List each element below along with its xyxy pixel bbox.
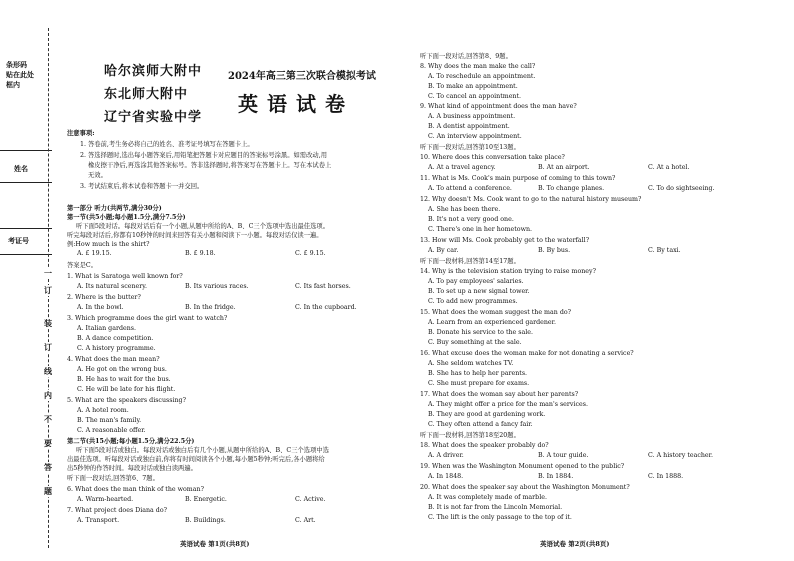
strip-divider — [0, 254, 52, 255]
question-10: 10. Where does this conversation take place? — [420, 154, 565, 161]
listening-intro: 听下面一段对话,回答第6、7题。 — [67, 475, 159, 482]
page-footer-left: 英语试卷 第1页(共8页) — [180, 540, 250, 548]
section2-instruction: 听下面5段对话或独白。每段对话或独白后有几个小题,从题中所给的A、B、C三个选项中选 — [76, 447, 329, 454]
question-3: 3. Which programme does the girl want to watch? — [67, 315, 228, 322]
option: A. In 1848. — [428, 473, 464, 480]
question-7: 7. What project does Diana do? — [67, 507, 167, 514]
question-14: 14. Why is the television station trying to raise money? — [420, 268, 596, 275]
example-answer: 答案是C。 — [67, 262, 98, 269]
option: C. In the cupboard. — [295, 304, 357, 311]
option: A. To attend a conference. — [428, 185, 512, 192]
option: A. Its natural scenery. — [77, 283, 147, 290]
option: B. They are good at gardening work. — [428, 411, 546, 418]
question-8: 8. Why does the man make the call? — [420, 63, 536, 70]
listening-intro: 听下面一段材料,回答第18至20题。 — [420, 432, 520, 439]
seal-char: 题 — [38, 486, 58, 497]
question-20: 20. What does the speaker say about the Washington Monument? — [420, 484, 630, 491]
option: B. In the fridge. — [185, 304, 236, 311]
option: C. An interview appointment. — [428, 133, 522, 140]
seal-char: 要 — [38, 438, 58, 449]
option: A. She seldom watches TV. — [428, 360, 514, 367]
option: A. By car. — [428, 247, 459, 254]
option: A. They might offer a price for the man's services. — [428, 401, 588, 408]
option: A. A hotel room. — [77, 407, 129, 414]
option: A. To reschedule an appointment. — [428, 73, 536, 80]
question-15: 15. What does the woman suggest the man do? — [420, 309, 572, 316]
seal-char: 答 — [38, 462, 58, 473]
section1-instruction: 听完每段对话后,你都有10秒钟的时间来回答有关小题和阅读下一小题。每段对话仅读一遍。 — [67, 232, 323, 239]
seal-char: 内 — [38, 390, 58, 401]
example-option: B. £ 9.18. — [185, 250, 216, 257]
option: B. A dance competition. — [77, 335, 154, 342]
option: B. To set up a new signal tower. — [428, 288, 530, 295]
option: A. Warm-hearted. — [77, 496, 134, 503]
question-6: 6. What does the man think of the woman? — [67, 486, 204, 493]
option: C. Buy something at the sale. — [428, 339, 522, 346]
barcode-note-2: 贴在此处 — [6, 70, 34, 79]
option: B. By bus. — [538, 247, 571, 254]
question-17: 17. What does the woman say about her parents? — [420, 391, 579, 398]
barcode-note-3: 框内 — [6, 80, 20, 89]
seal-char: 不 — [38, 414, 58, 425]
question-12: 12. Why doesn't Ms. Cook want to go to the natural history museum? — [420, 196, 642, 203]
notes-heading: 注意事项: — [67, 130, 95, 137]
option: C. Art. — [295, 517, 316, 524]
strip-divider — [0, 150, 52, 151]
option: C. Active. — [295, 496, 326, 503]
strip-divider — [0, 182, 52, 183]
option: C. There's one in her hometown. — [428, 226, 533, 233]
option: B. Its various races. — [185, 283, 249, 290]
option: B. At an airport. — [538, 164, 590, 171]
section2-instruction: 出5秒钟的作答时间。每段对话或独白读两遍。 — [67, 465, 197, 472]
listening-intro: 听下面一段对话,回答第8、9题。 — [420, 53, 512, 60]
option: B. Buildings. — [185, 517, 226, 524]
option: B. A dentist appointment. — [428, 123, 510, 130]
binding-strip — [0, 0, 62, 561]
notes-line: 1. 答卷前,考生务必将自己的姓名、准考证号填写在答题卡上。 — [80, 141, 254, 148]
section1-instruction: 听下面5段对话。每段对话后有一个小题,从题中所给的A、B、C三个选项中选出最佳选项。 — [76, 223, 329, 230]
question-1: 1. What is Saratoga well known for? — [67, 273, 183, 280]
option: C. A history teacher. — [648, 452, 713, 459]
barcode-note-1: 条形码 — [6, 60, 27, 69]
option: C. To cancel an appointment. — [428, 93, 522, 100]
seal-char: 订 — [38, 342, 58, 353]
school-name-2: 东北师大附中 — [104, 87, 189, 102]
subject-title: 英语试卷 — [238, 92, 354, 116]
option: C. In 1888. — [648, 473, 684, 480]
seal-char: 线 — [38, 366, 58, 377]
option: A. Italian gardens. — [77, 325, 137, 332]
page-footer-right: 英语试卷 第2页(共8页) — [540, 540, 610, 548]
question-11: 11. What is Ms. Cook's main purpose of coming to this town? — [420, 175, 616, 182]
option: A. Learn from an experienced gardener. — [428, 319, 556, 326]
exam-id-label: 考证号 — [8, 236, 29, 245]
option: B. Donate his service to the sale. — [428, 329, 533, 336]
name-label: 姓名 — [14, 164, 28, 173]
question-5: 5. What are the speakers discussing? — [67, 397, 186, 404]
listening-intro: 听下面一段材料,回答第14至17题。 — [420, 258, 520, 265]
option: A. He got on the wrong bus. — [77, 366, 167, 373]
seal-char: 订 — [38, 285, 58, 296]
option: A. In the bowl. — [77, 304, 124, 311]
option: B. It is not far from the Lincoln Memorial. — [428, 504, 563, 511]
notes-line: 无效。 — [88, 172, 107, 179]
question-4: 4. What does the man mean? — [67, 356, 160, 363]
question-13: 13. How will Ms. Cook probably get to the waterfall? — [420, 237, 590, 244]
option: B. To change planes. — [538, 185, 605, 192]
question-18: 18. What does the speaker probably do? — [420, 442, 549, 449]
question-9: 9. What kind of appointment does the man have? — [420, 103, 577, 110]
question-19: 19. When was the Washington Monument opened to the public? — [420, 463, 625, 470]
option: C. To do sightseeing. — [648, 185, 715, 192]
section2-heading: 第二节(共15小题;每小题1.5分,满分22.5分) — [67, 438, 195, 445]
option: C. A reasonable offer. — [77, 427, 146, 434]
example-option: C. £ 9.15. — [295, 250, 326, 257]
option: C. To add new programmes. — [428, 298, 518, 305]
option: B. A tour guide. — [538, 452, 589, 459]
option: A. A driver. — [428, 452, 464, 459]
option: A. At a travel agency. — [428, 164, 496, 171]
option: A. Transport. — [77, 517, 120, 524]
option: B. To make an appointment. — [428, 83, 518, 90]
option: A. It was completely made of marble. — [428, 494, 547, 501]
option: B. In 1884. — [538, 473, 574, 480]
option: C. At a hotel. — [648, 164, 690, 171]
option: B. The man's family. — [77, 417, 142, 424]
section2-instruction: 出最佳选项。听每段对话或独白前,你将有时间阅读各个小题,每小题5秒钟;听完后,各小题将给 — [67, 456, 325, 463]
seal-char: 装 — [38, 318, 58, 329]
option: A. A business appointment. — [428, 113, 516, 120]
option: C. By taxi. — [648, 247, 681, 254]
option: B. Energetic. — [185, 496, 227, 503]
notes-line: 橡皮擦干净后,再选涂其他答案标号。答非选择题时,将答案写在答题卡上。写在本试卷上 — [88, 162, 332, 169]
option: B. It's not a very good one. — [428, 216, 514, 223]
question-2: 2. Where is the butter? — [67, 294, 141, 301]
option: C. She must prepare for exams. — [428, 380, 530, 387]
notes-line: 2. 答选择题时,选出每小题答案后,用铅笔把答题卡对应题目的答案标号涂黑。如需改动,用 — [80, 152, 327, 159]
option: B. He has to wait for the bus. — [77, 376, 171, 383]
notes-line: 3. 考试结束后,将本试卷和答题卡一并交回。 — [80, 183, 204, 190]
option: C. They often attend a fancy fair. — [428, 421, 533, 428]
seal-char: 一 — [38, 268, 58, 279]
example-question: 例:How much is the shirt? — [67, 241, 150, 248]
section1-heading: 第一节(共5小题;每小题1.5分,满分7.5分) — [67, 214, 186, 221]
school-name-3: 辽宁省实验中学 — [104, 110, 203, 125]
question-16: 16. What excuse does the woman make for not donating a service? — [420, 350, 634, 357]
part1-heading: 第一部分 听力(共两节,满分30分) — [67, 205, 162, 212]
example-option: A. £ 19.15. — [77, 250, 112, 257]
option: A. She has been there. — [428, 206, 501, 213]
option: C. He will be late for his flight. — [77, 386, 176, 393]
option: C. A history programme. — [77, 345, 156, 352]
strip-divider — [0, 228, 52, 229]
listening-intro: 听下面一段对话,回答第10至13题。 — [420, 144, 520, 151]
option: A. To pay employees' salaries. — [428, 278, 524, 285]
exam-title: 2024年高三第三次联合模拟考试 — [228, 71, 376, 82]
school-name-1: 哈尔滨师大附中 — [104, 64, 203, 79]
option: C. The lift is the only passage to the top of it. — [428, 514, 572, 521]
option: B. She has to help her parents. — [428, 370, 528, 377]
option: C. Its fast horses. — [295, 283, 351, 290]
